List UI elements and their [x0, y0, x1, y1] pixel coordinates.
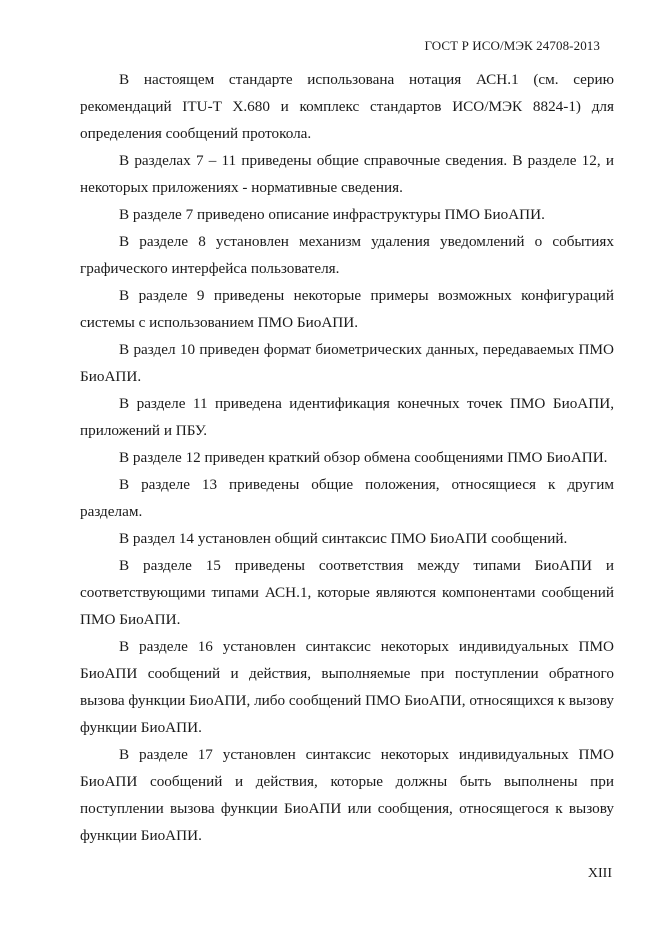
paragraph: В раздел 10 приведен формат биометрических данных, передаваемых ПМО БиоАПИ.: [80, 341, 614, 385]
standard-header: ГОСТ Р ИСО/МЭК 24708-2013: [424, 38, 600, 53]
paragraph: В разделах 7 – 11 приведены общие справочные сведения. В разделе 12, и некоторых приложениях - нормативные сведения.: [80, 152, 614, 196]
paragraph: В разделе 9 приведены некоторые примеры возможных конфигураций системы с использованием ПМО БиоАПИ.: [80, 287, 614, 331]
paragraph: В разделе 13 приведены общие положения, относящиеся к другим разделам.: [80, 476, 614, 520]
paragraph: В разделе 17 установлен синтаксис некоторых индивидуальных ПМО БиоАПИ сообщений и действия, которые должны быть выполнены при поступлении вызова функции БиоАПИ или сообщения, относящегося к вызову функции БиоАПИ.: [80, 746, 614, 844]
paragraph: В разделе 11 приведена идентификация конечных точек ПМО БиоАПИ, приложений и ПБУ.: [80, 395, 614, 439]
paragraph: В разделе 7 приведено описание инфраструктуры ПМО БиоАПИ.: [119, 206, 545, 223]
paragraph: В разделе 16 установлен синтаксис некоторых индивидуальных ПМО БиоАПИ сообщений и действия, выполняемые при поступлении обратного вызова функции БиоАПИ, либо сообщений ПМО БиоАПИ, относящихся к вызову функции БиоАПИ.: [80, 638, 615, 736]
paragraph: В настоящем стандарте использована нотация АСН.1 (см. серию рекомендаций ITU-T X.680 и комплекс стандартов ИСО/МЭК 8824-1) для определения сообщений протокола.: [80, 71, 614, 142]
paragraph: В разделе 15 приведены соответствия между типами БиоАПИ и соответствующими типами АСН.1, которые являются компонентами сообщений ПМО БиоАПИ.: [80, 557, 614, 628]
body-text: [80, 66, 614, 849]
paragraph: В разделе 12 приведен краткий обзор обмена сообщениями ПМО БиоАПИ.: [119, 449, 608, 466]
paragraph: В раздел 14 установлен общий синтаксис ПМО БиоАПИ сообщений.: [119, 530, 568, 547]
page-number: XIII: [587, 866, 612, 881]
paragraph: В разделе 8 установлен механизм удаления уведомлений о событиях графического интерфейса пользователя.: [80, 233, 614, 277]
